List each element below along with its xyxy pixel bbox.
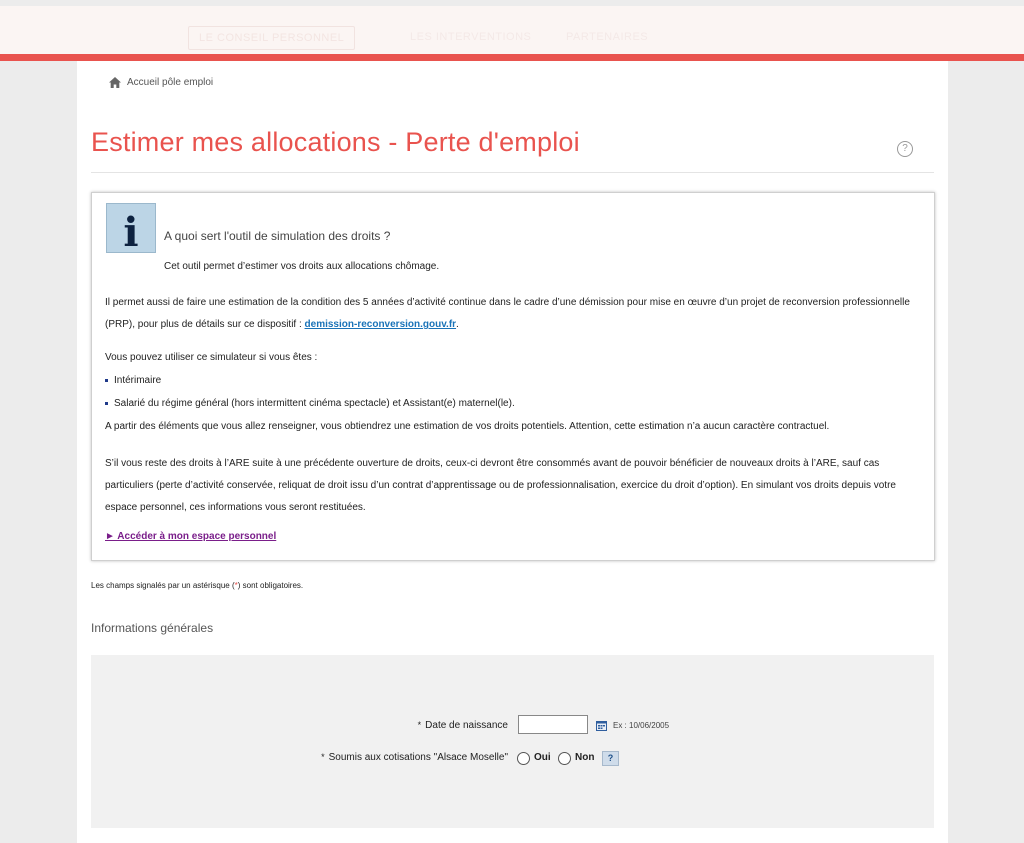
svg-text:i: i <box>123 209 139 252</box>
reconversion-link[interactable]: demission-reconversion.gouv.fr <box>304 319 457 330</box>
breadcrumb-home-link[interactable]: Accueil pôle emploi <box>127 77 214 88</box>
bullet-icon <box>105 379 108 382</box>
birthdate-input[interactable] <box>518 715 588 734</box>
help-circle-icon[interactable]: ? <box>897 141 913 157</box>
radio-oui-label[interactable]: Oui <box>534 752 551 763</box>
birthdate-example: Ex : 10/06/2005 <box>613 721 670 730</box>
radio-non[interactable] <box>558 752 571 765</box>
accent-divider <box>0 54 1024 61</box>
info-paragraph-eligibility: Vous pouvez utiliser ce simulateur si vous êtes : <box>105 352 318 363</box>
list-item: Salarié du régime général (hors intermittent cinéma spectacle) et Assistant(e) maternel(le). <box>105 398 515 409</box>
info-heading: A quoi sert l'outil de simulation des droits ? <box>164 229 391 243</box>
info-subheading: Cet outil permet d’estimer vos droits aux allocations chômage. <box>164 261 440 272</box>
breadcrumb <box>109 77 213 88</box>
bullet-icon <box>105 402 108 405</box>
info-icon <box>106 203 156 253</box>
section-title: Informations générales <box>91 621 214 635</box>
page-title: Estimer mes allocations - Perte d'emploi <box>91 127 580 157</box>
title-divider <box>91 172 934 173</box>
info-paragraph-disclaimer: A partir des éléments que vous allez renseigner, vous obtiendrez une estimation de vos droits potentiels. Attention, cette estimation n’a aucun caractère contractuel. <box>105 421 830 432</box>
alsace-moselle-label: * Soumis aux cotisations "Alsace Moselle" <box>321 752 508 763</box>
list-item: Intérimaire <box>105 375 161 386</box>
birthdate-label: * Date de naissance <box>417 720 508 731</box>
personal-space-link[interactable]: ► Accéder à mon espace personnel <box>105 531 277 542</box>
info-paragraph-prp: Il permet aussi de faire une estimation de la condition des 5 années d’activité continue dans le cadre d’une démission pour mise en œuvre d’un projet de reconversion professionnelle (PRP), pour plus de détails sur ce dispositif : demission-reconversion.gouv.fr. <box>105 297 910 330</box>
topnav-item-conseil[interactable]: LE CONSEIL PERSONNEL <box>188 26 355 50</box>
info-paragraph-are: S’il vous reste des droits à l’ARE suite à une précédente ouverture de droits, ceux-ci devront être consommés avant de pouvoir bénéficier de nouveaux droits à l’ARE, sauf cas particuliers (perte d’activité conservée, reliquat de droit issu d’un contrat d’apprentissage ou de professionnalisation, exercice du droit d’option). En simulant vos droits depuis votre espace personnel, ces informations vous seront restituées. <box>105 458 896 513</box>
topnav-item-interventions[interactable]: LES INTERVENTIONS <box>410 31 532 43</box>
radio-oui[interactable] <box>517 752 530 765</box>
calendar-icon[interactable] <box>596 720 607 731</box>
topnav-item-partenaires[interactable]: PARTENAIRES <box>566 31 649 43</box>
home-icon[interactable] <box>109 77 121 88</box>
general-info-form <box>91 655 934 828</box>
info-box <box>91 192 935 561</box>
radio-non-label[interactable]: Non <box>575 752 595 763</box>
required-fields-note: Les champs signalés par un astérisque (*) sont obligatoires. <box>91 581 304 590</box>
help-question-icon[interactable]: ? <box>602 751 619 766</box>
top-navigation-bar <box>0 6 1024 54</box>
